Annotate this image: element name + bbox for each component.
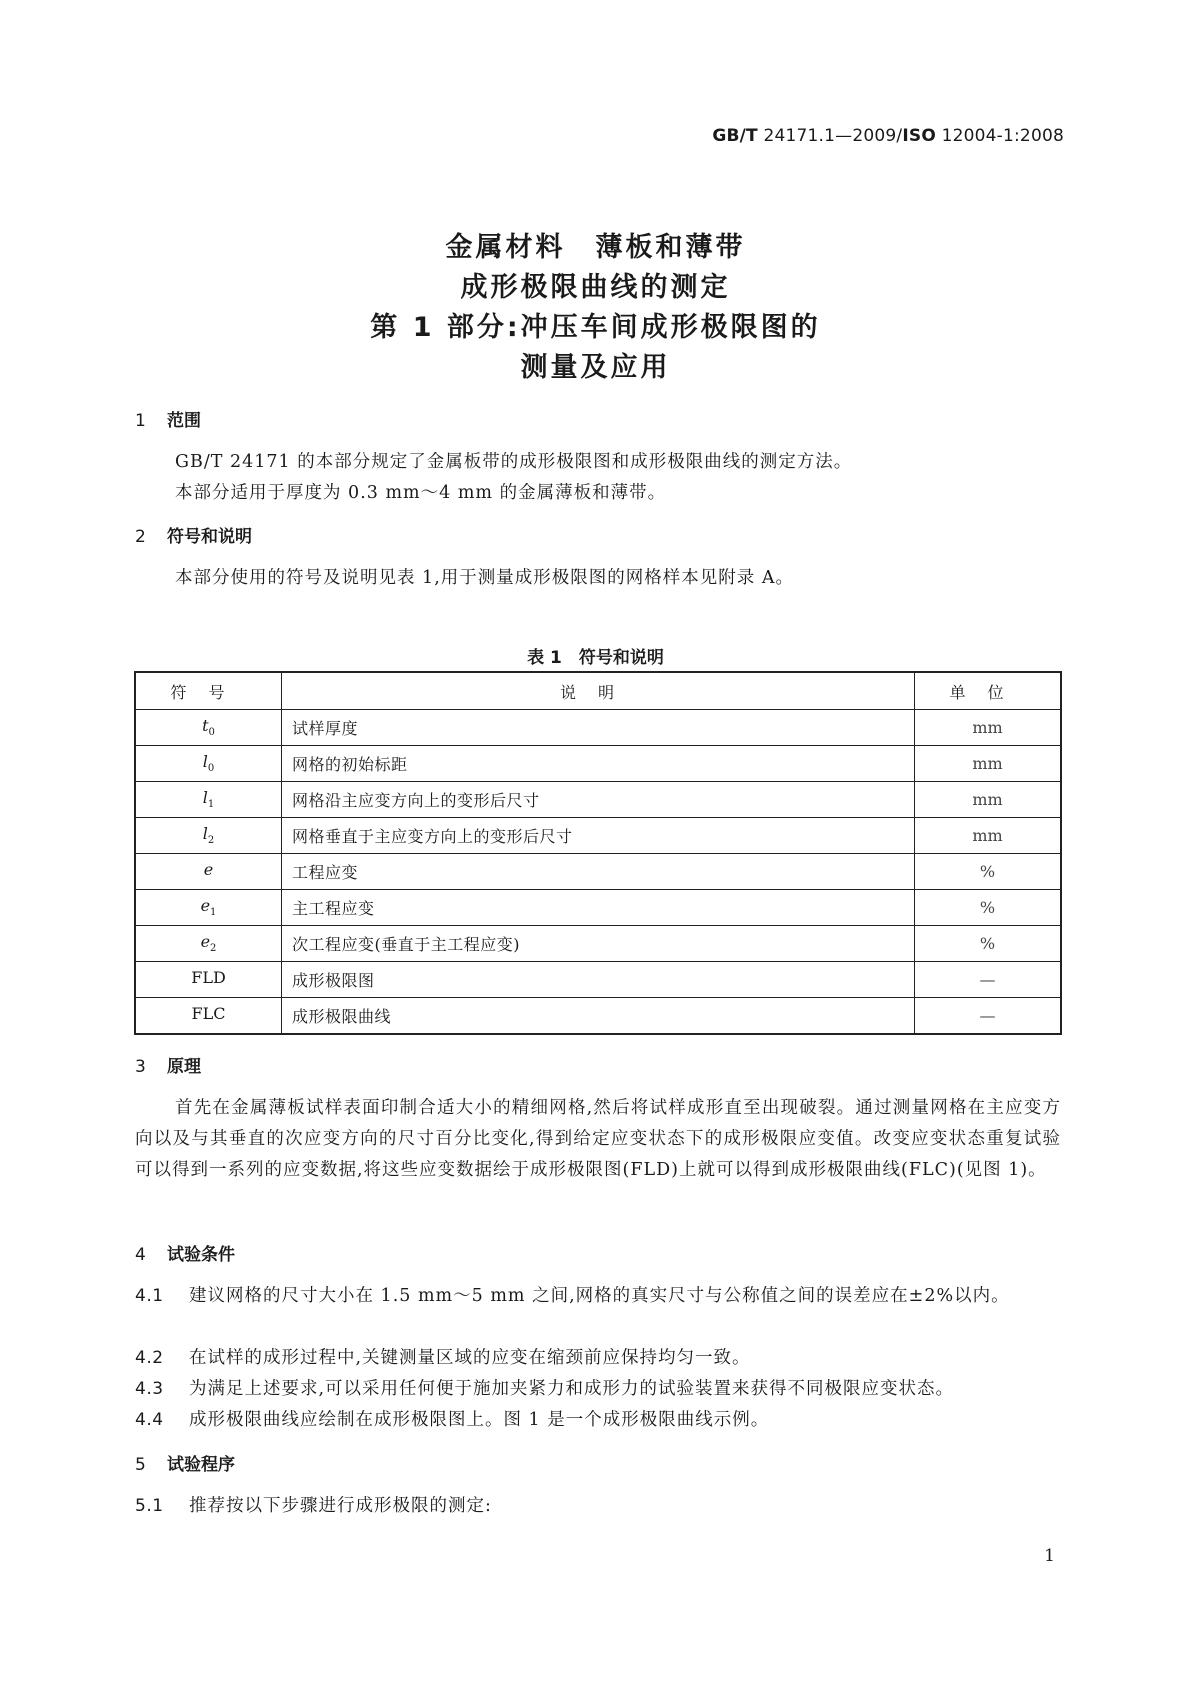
description-cell: 试样厚度 (282, 710, 915, 746)
section-1-heading: 1 范围 (135, 411, 201, 431)
unit-cell: % (915, 926, 1062, 962)
unit-cell: — (915, 998, 1062, 1035)
unit-cell: mm (915, 782, 1062, 818)
section-5-heading: 5 试验程序 (135, 1455, 235, 1475)
header-symbol: 符号 (135, 672, 282, 710)
section-3-para-1: 首先在金属薄板试样表面印制合适大小的精细网格,然后将试样成形直至出现破裂。通过测量网格在主应变方向以及与其垂直的次应变方向的尺寸百分比变化,得到给定应变状态下的成形极限应变值。改变应变状态重复试验可以得到一系列的应变数据,将这些应变数据绘于成形极限图(FLD)上就可以得到成形极限曲线(FLC)(见图 1)。 (135, 1098, 1061, 1180)
description-cell: 网格的初始标距 (282, 746, 915, 782)
description-cell: 次工程应变(垂直于主工程应变) (282, 926, 915, 962)
table-header-row (135, 672, 1061, 710)
description-cell: 主工程应变 (282, 890, 915, 926)
symbol-cell: FLD (135, 962, 282, 998)
symbol-cell: $l_0$ (135, 746, 282, 782)
unit-cell: % (915, 890, 1062, 926)
table-row (135, 962, 1061, 998)
table-row (135, 926, 1061, 962)
clause-4-2: 4.2 在试样的成形过程中,关键测量区域的应变在缩颈前应保持均匀一致。 (135, 1348, 751, 1368)
table-row (135, 746, 1061, 782)
description-cell: 工程应变 (282, 854, 915, 890)
section-2-heading: 2 符号和说明 (135, 527, 252, 547)
title-line-3: 第 1 部分:冲压车间成形极限图的 (370, 312, 821, 343)
standard-code: GB/T 24171.1—2009/ISO 12004-1:2008 (712, 126, 1064, 146)
table-row (135, 890, 1061, 926)
section-1-para-1: GB/T 24171 的本部分规定了金属板带的成形极限图和成形极限曲线的测定方法。 (175, 452, 853, 472)
section-1-para-2: 本部分适用于厚度为 0.3 mm～4 mm 的金属薄板和薄带。 (175, 483, 667, 503)
section-3-heading: 3 原理 (135, 1057, 201, 1077)
unit-cell: mm (915, 818, 1062, 854)
description-cell: 成形极限曲线 (282, 998, 915, 1035)
table-caption: 表 1 符号和说明 (527, 648, 664, 668)
unit-cell: mm (915, 746, 1062, 782)
symbol-cell: $l_2$ (135, 818, 282, 854)
symbol-cell: $e_2$ (135, 926, 282, 962)
table-row (135, 782, 1061, 818)
symbol-cell: $l_1$ (135, 782, 282, 818)
clause-4-4: 4.4 成形极限曲线应绘制在成形极限图上。图 1 是一个成形极限曲线示例。 (135, 1410, 770, 1430)
header-description: 说明 (282, 672, 915, 710)
title-line-4: 测量及应用 (520, 352, 671, 383)
title-line-1: 金属材料 薄板和薄带 (445, 232, 746, 263)
table-row (135, 710, 1061, 746)
unit-cell: % (915, 854, 1062, 890)
clause-4-3: 4.3 为满足上述要求,可以采用任何便于施加夹紧力和成形力的试验装置来获得不同极限应变状态。 (135, 1379, 955, 1399)
symbol-cell: $e_1$ (135, 890, 282, 926)
description-cell: 成形极限图 (282, 962, 915, 998)
title-line-2: 成形极限曲线的测定 (460, 272, 731, 303)
symbol-cell: e (135, 854, 282, 890)
table-row (135, 818, 1061, 854)
description-cell: 网格沿主应变方向上的变形后尺寸 (282, 782, 915, 818)
page-number: 1 (1044, 1546, 1055, 1566)
unit-cell: mm (915, 710, 1062, 746)
unit-cell: — (915, 962, 1062, 998)
header-unit: 单位 (915, 672, 1062, 710)
clause-4-1: 4.1 建议网格的尺寸大小在 1.5 mm～5 mm 之间,网格的真实尺寸与公称值之间的误差应在±2%以内。 (135, 1286, 1010, 1306)
description-cell: 网格垂直于主应变方向上的变形后尺寸 (282, 818, 915, 854)
document-title (0, 228, 1191, 388)
section-4-heading: 4 试验条件 (135, 1245, 235, 1265)
symbol-cell: $t_0$ (135, 710, 282, 746)
table-row (135, 854, 1061, 890)
symbols-table (134, 671, 1062, 1035)
section-2-para-1: 本部分使用的符号及说明见表 1,用于测量成形极限图的网格样本见附录 A。 (175, 568, 794, 588)
table-row (135, 998, 1061, 1035)
clause-5-1: 5.1 推荐按以下步骤进行成形极限的测定: (135, 1496, 492, 1516)
symbol-cell: FLC (135, 998, 282, 1035)
